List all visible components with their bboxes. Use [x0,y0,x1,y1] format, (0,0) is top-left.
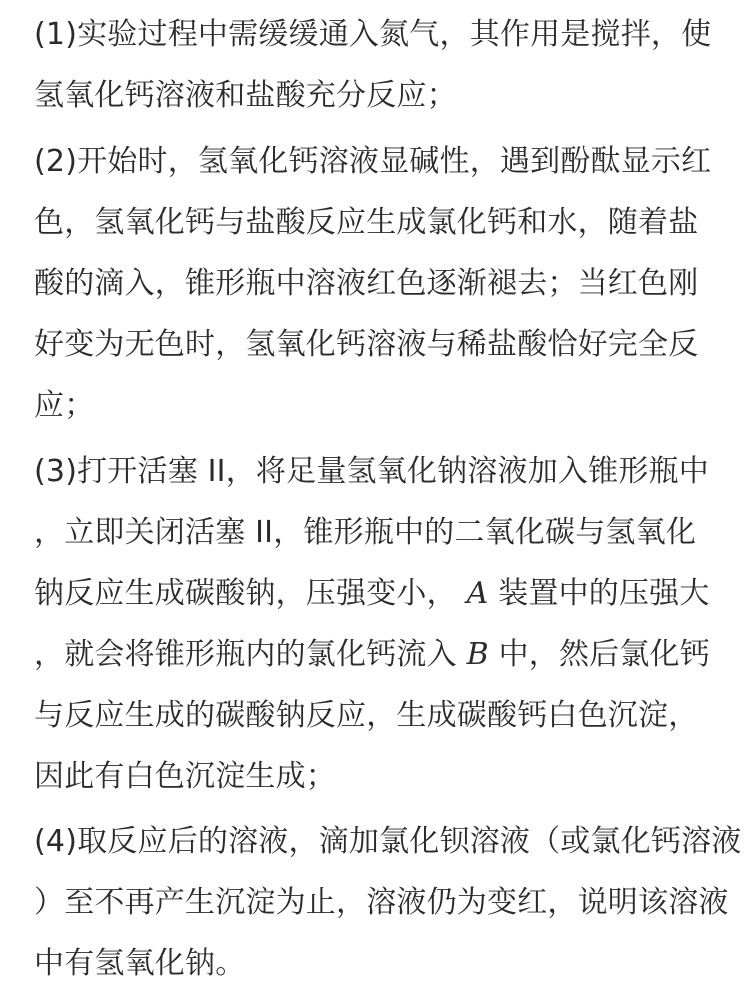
solution-text [34,0,742,994]
variable-a: A [466,576,489,611]
paragraph-2 [34,131,724,436]
text-segment: 装置中的压强大 [498,576,710,611]
text-line: (4)取反应后的溶液，滴加氯化钡溶液（或氯化钙溶液 [34,824,742,859]
text-line: (1)实验过程中需缓缓通入氮气，其作用是搅拌，使 [34,17,712,52]
text-line: 色，氢氧化钙与盐酸反应生成氯化钙和水，随着盐 [34,205,699,240]
text-line-with-variable [34,624,724,685]
text-line: (3)打开活塞 II，将足量氢氧化钠溶液加入锥形瓶中 [34,454,709,489]
variable-b: B [466,637,489,672]
paragraph-4 [34,811,742,994]
text-line: ）至不再产生沉淀为止，溶液仍为变红，说明该溶液 [34,885,729,920]
text-line: 酸的滴入，锥形瓶中溶液红色逐渐褪去；当红色刚 [34,266,699,301]
text-line: (2)开始时，氢氧化钙溶液显碱性，遇到酚酞显示红 [34,144,712,179]
text-segment: 中，然后氯化钙 [498,637,710,672]
text-segment: 钠反应生成碳酸钠，压强变小， [34,576,457,611]
text-line: 应； [34,388,95,423]
paragraph-3 [34,441,724,807]
text-line-with-variable [34,563,724,624]
text-segment: ，就会将锥形瓶内的氯化钙流入 [34,637,457,672]
text-line: 氢氧化钙溶液和盐酸充分反应； [34,78,457,113]
text-line: 因此有白色沉淀生成； [34,759,336,794]
text-line: 中有氢氧化钠。 [34,946,246,981]
text-line: 与反应生成的碳酸钠反应，生成碳酸钙白色沉淀， [34,698,699,733]
text-line: ，立即关闭活塞 II，锥形瓶中的二氧化碳与氢氧化 [34,515,697,550]
text-line: 好变为无色时，氢氧化钙溶液与稀盐酸恰好完全反 [34,327,699,362]
paragraph-1 [34,0,724,126]
